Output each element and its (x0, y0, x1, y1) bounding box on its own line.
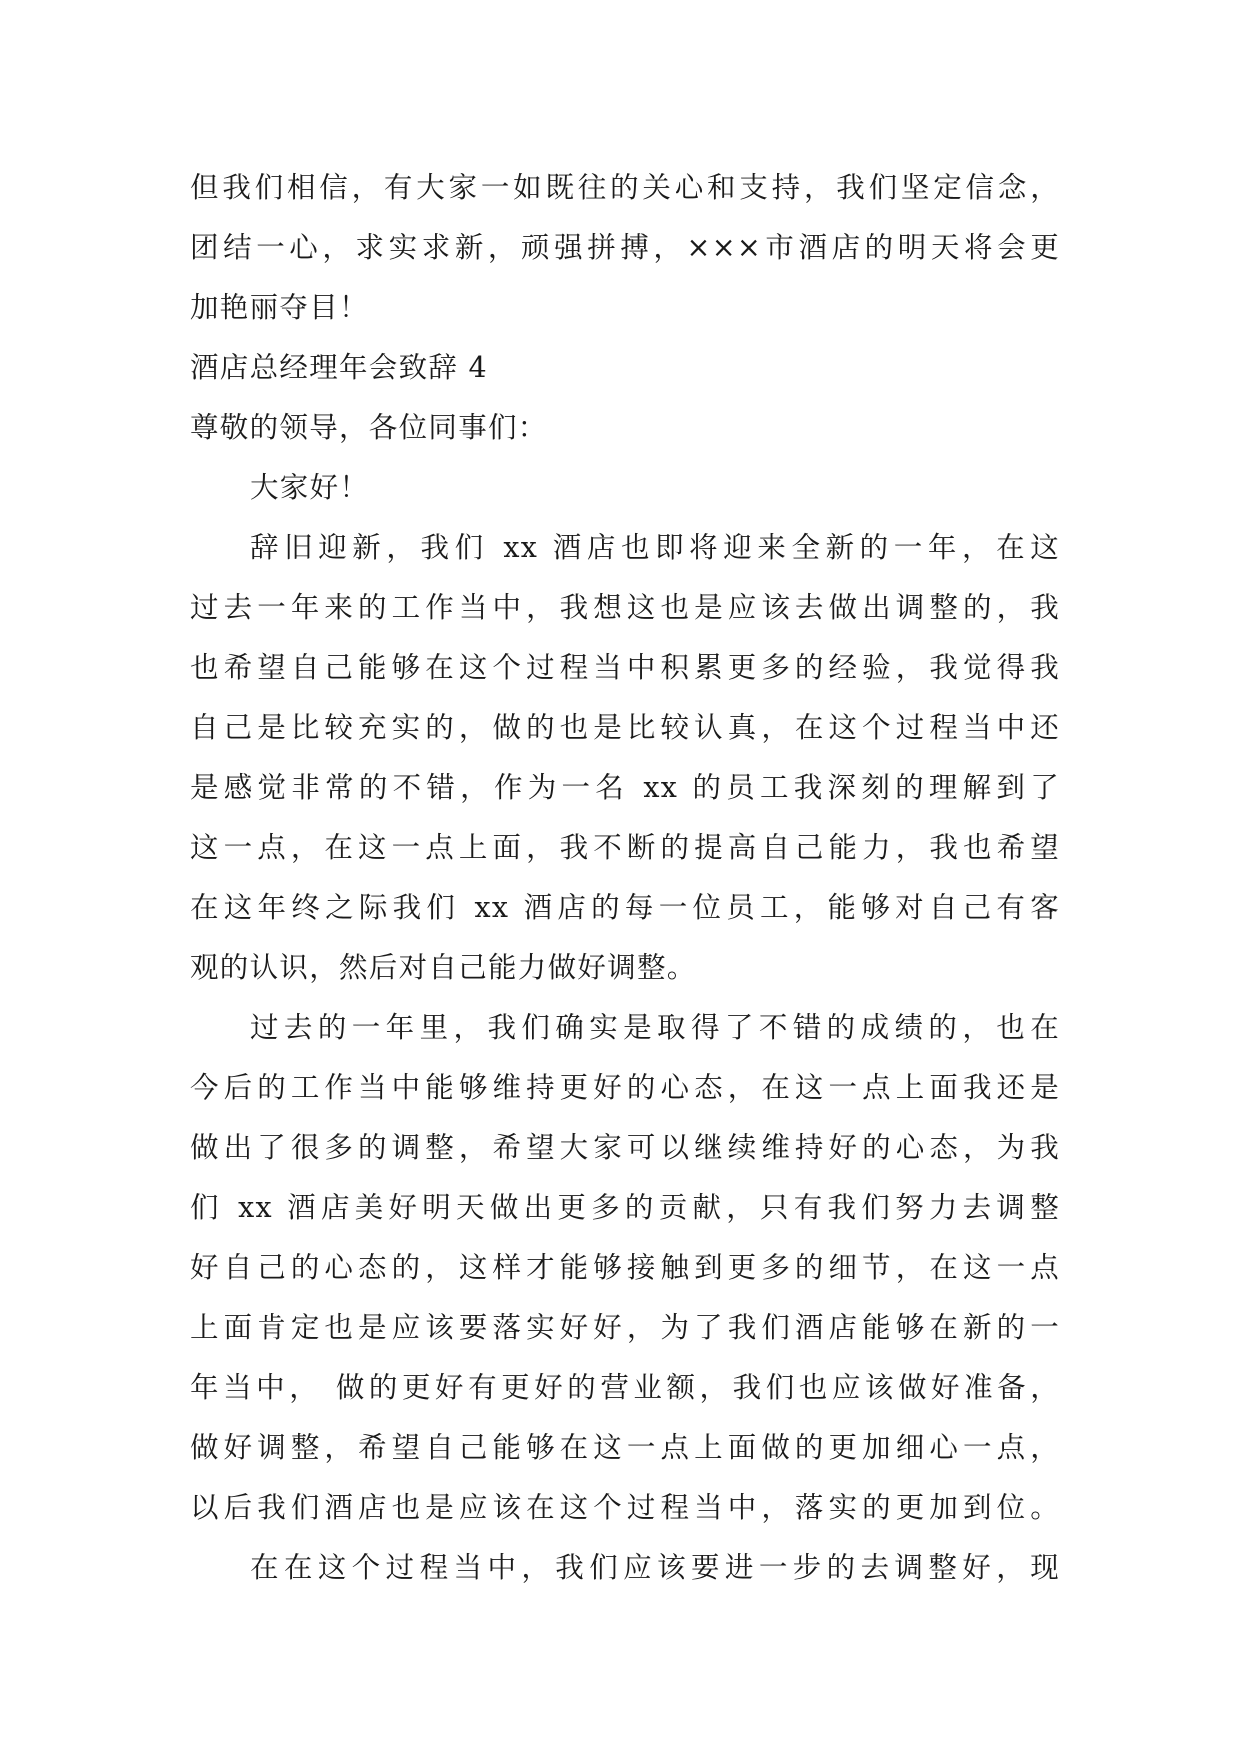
text-line: 以后我们酒店也是应该在这个过程当中，落实的更加到位。 (190, 1491, 1060, 1524)
text-line: 们 xx 酒店美好明天做出更多的贡献，只有我们努力去调整 (190, 1191, 1060, 1224)
text-line: 是感觉非常的不错，作为一名 xx 的员工我深刻的理解到了 (190, 771, 1060, 804)
text-line: 自己是比较充实的，做的也是比较认真，在这个过程当中还 (190, 711, 1060, 744)
text-line: 团结一心，求实求新，顽强拼搏，×××市酒店的明天将会更 (190, 231, 1060, 264)
text-line: 过去的一年里，我们确实是取得了不错的成绩的，也在 (250, 1011, 1060, 1044)
document-body (190, 158, 1060, 1598)
section-heading: 酒店总经理年会致辞 4 (190, 351, 488, 384)
text-line: 今后的工作当中能够维持更好的心态，在这一点上面我还是 (190, 1071, 1060, 1104)
text-line: 也希望自己能够在这个过程当中积累更多的经验，我觉得我 (190, 651, 1060, 684)
text-line: 做好调整，希望自己能够在这一点上面做的更加细心一点， (190, 1431, 1060, 1464)
text-line: 好自己的心态的，这样才能够接触到更多的细节，在这一点 (190, 1251, 1060, 1284)
text-line: 年当中， 做的更好有更好的营业额，我们也应该做好准备， (190, 1371, 1060, 1404)
text-line: 上面肯定也是应该要落实好好，为了我们酒店能够在新的一 (190, 1311, 1060, 1344)
text-line: 这一点，在这一点上面，我不断的提高自己能力，我也希望 (190, 831, 1060, 864)
text-line: 加艳丽夺目！ (190, 291, 369, 324)
text-line: 但我们相信，有大家一如既往的关心和支持，我们坚定信念， (190, 171, 1060, 204)
text-line: 过去一年来的工作当中，我想这也是应该去做出调整的，我 (190, 591, 1060, 624)
text-line: 在在这个过程当中，我们应该要进一步的去调整好，现 (250, 1551, 1060, 1584)
text-line: 在这年终之际我们 xx 酒店的每一位员工，能够对自己有客 (190, 891, 1060, 924)
text-line: 做出了很多的调整，希望大家可以继续维持好的心态，为我 (190, 1131, 1060, 1164)
salutation: 尊敬的领导，各位同事们： (190, 411, 548, 444)
greeting: 大家好！ (250, 471, 370, 504)
text-line: 辞旧迎新，我们 xx 酒店也即将迎来全新的一年，在这 (250, 531, 1060, 564)
text-line: 观的认识，然后对自己能力做好调整。 (190, 951, 697, 984)
